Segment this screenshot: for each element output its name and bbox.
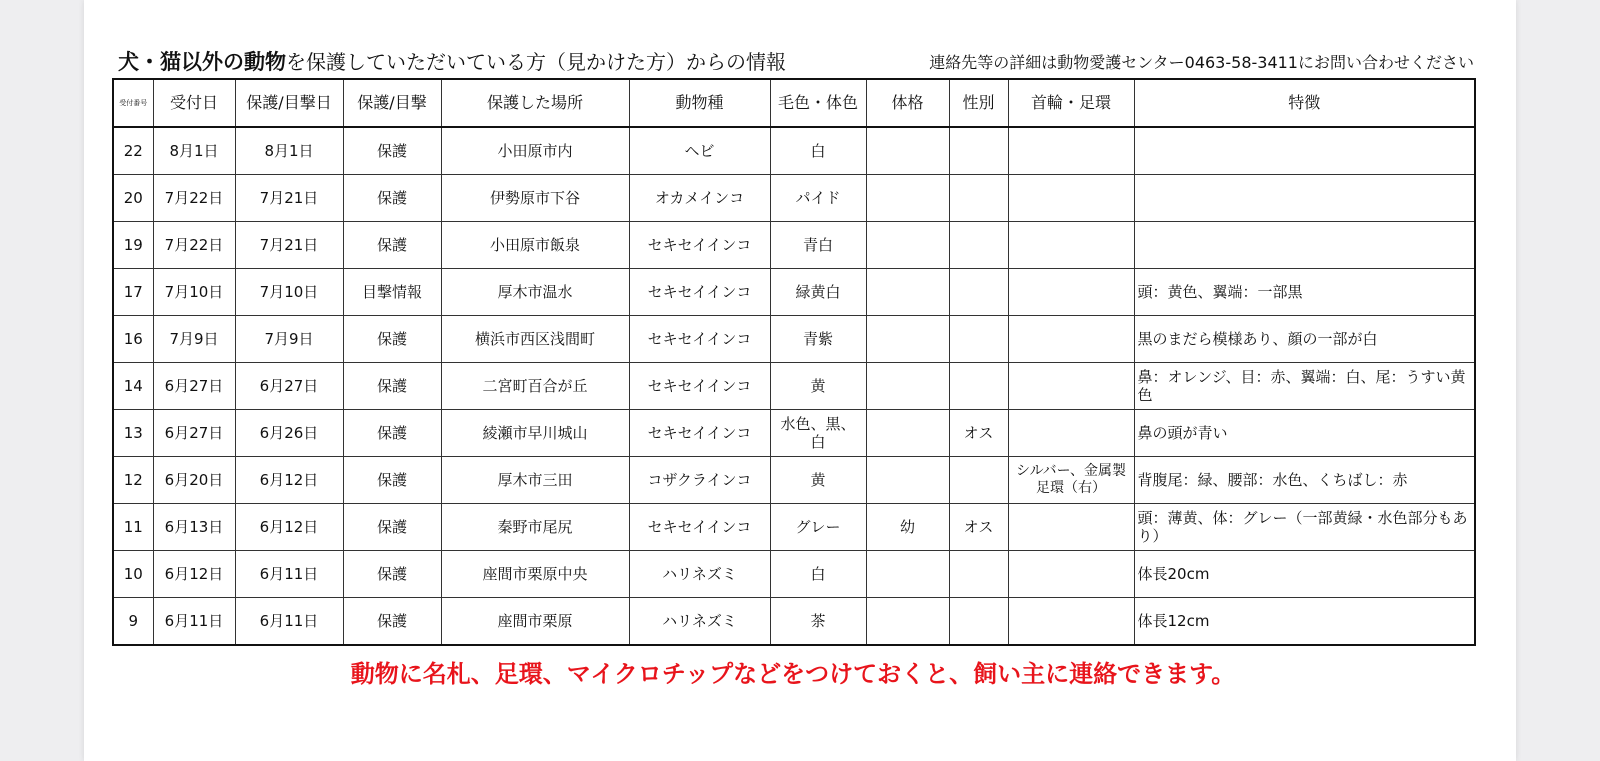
cell-sex xyxy=(949,316,1008,363)
cell-sex xyxy=(949,175,1008,222)
col-header-reception-date: 受付日 xyxy=(153,79,235,127)
cell-color: 白 xyxy=(770,127,866,175)
cell-species: ハリネズミ xyxy=(629,551,770,598)
cell-location: 綾瀬市早川城山 xyxy=(441,410,629,457)
cell-reception-date: 6月20日 xyxy=(153,457,235,504)
cell-found-date: 7月21日 xyxy=(235,222,343,269)
cell-reception-number: 20 xyxy=(113,175,153,222)
cell-species: セキセイインコ xyxy=(629,410,770,457)
cell-location: 厚木市三田 xyxy=(441,457,629,504)
cell-color: 青白 xyxy=(770,222,866,269)
cell-features xyxy=(1134,175,1475,222)
cell-sex xyxy=(949,598,1008,646)
cell-color: グレー xyxy=(770,504,866,551)
table-row xyxy=(113,410,1475,457)
cell-found-type: 保護 xyxy=(343,222,441,269)
cell-color: パイド xyxy=(770,175,866,222)
cell-features: 体長20cm xyxy=(1134,551,1475,598)
cell-species: セキセイインコ xyxy=(629,316,770,363)
cell-found-date: 8月1日 xyxy=(235,127,343,175)
cell-location: 厚木市温水 xyxy=(441,269,629,316)
title-rest: を保護していただいている方（見かけた方）からの情報 xyxy=(286,50,786,74)
cell-location: 座間市栗原中央 xyxy=(441,551,629,598)
cell-collar-band xyxy=(1008,222,1134,269)
cell-build xyxy=(866,269,949,316)
col-header-found-date: 保護/目撃日 xyxy=(235,79,343,127)
cell-species: セキセイインコ xyxy=(629,222,770,269)
table-row xyxy=(113,457,1475,504)
cell-species: セキセイインコ xyxy=(629,269,770,316)
notice-text: 動物に名札、足環、マイクロチップなどをつけておくと、飼い主に連絡できます。 xyxy=(350,660,1236,688)
cell-build xyxy=(866,222,949,269)
cell-collar-band xyxy=(1008,598,1134,646)
cell-found-date: 7月9日 xyxy=(235,316,343,363)
cell-found-type: 保護 xyxy=(343,410,441,457)
cell-sex xyxy=(949,222,1008,269)
col-header-features: 特徴 xyxy=(1134,79,1475,127)
table-header-row xyxy=(113,79,1475,127)
cell-location: 二宮町百合が丘 xyxy=(441,363,629,410)
cell-reception-date: 6月11日 xyxy=(153,598,235,646)
cell-color: 緑黄白 xyxy=(770,269,866,316)
cell-color: 黄 xyxy=(770,457,866,504)
cell-features: 鼻の頭が青い xyxy=(1134,410,1475,457)
cell-reception-number: 10 xyxy=(113,551,153,598)
cell-found-type: 保護 xyxy=(343,504,441,551)
cell-color: 黄 xyxy=(770,363,866,410)
cell-reception-date: 6月13日 xyxy=(153,504,235,551)
cell-build xyxy=(866,410,949,457)
cell-collar-band xyxy=(1008,363,1134,410)
cell-collar-band xyxy=(1008,127,1134,175)
animal-records-table xyxy=(112,78,1476,646)
page-title xyxy=(118,48,786,76)
col-header-found-type: 保護/目撃 xyxy=(343,79,441,127)
cell-features: 頭：薄黄、体：グレー（一部黄緑・水色部分もあり） xyxy=(1134,504,1475,551)
cell-sex xyxy=(949,457,1008,504)
cell-reception-number: 14 xyxy=(113,363,153,410)
cell-features: 頭：黄色、翼端：一部黒 xyxy=(1134,269,1475,316)
cell-reception-date: 6月27日 xyxy=(153,363,235,410)
title-bold: 犬・猫以外の動物 xyxy=(118,50,286,74)
cell-location: 秦野市尾尻 xyxy=(441,504,629,551)
cell-location: 小田原市内 xyxy=(441,127,629,175)
cell-reception-number: 12 xyxy=(113,457,153,504)
cell-location: 座間市栗原 xyxy=(441,598,629,646)
cell-features xyxy=(1134,127,1475,175)
cell-species: セキセイインコ xyxy=(629,363,770,410)
table-row xyxy=(113,127,1475,175)
cell-location: 小田原市飯泉 xyxy=(441,222,629,269)
cell-features: 背腹尾：緑、腰部：水色、くちばし：赤 xyxy=(1134,457,1475,504)
table-row xyxy=(113,551,1475,598)
cell-species: セキセイインコ xyxy=(629,504,770,551)
cell-sex: オス xyxy=(949,410,1008,457)
cell-build xyxy=(866,363,949,410)
col-header-build: 体格 xyxy=(866,79,949,127)
cell-reception-date: 7月9日 xyxy=(153,316,235,363)
cell-reception-date: 6月12日 xyxy=(153,551,235,598)
cell-found-date: 6月27日 xyxy=(235,363,343,410)
cell-found-type: 保護 xyxy=(343,127,441,175)
cell-found-type: 保護 xyxy=(343,551,441,598)
cell-reception-number: 17 xyxy=(113,269,153,316)
table-row xyxy=(113,269,1475,316)
table-row xyxy=(113,175,1475,222)
cell-build: 幼 xyxy=(866,504,949,551)
page-header xyxy=(118,48,1474,76)
col-header-sex: 性別 xyxy=(949,79,1008,127)
col-header-color: 毛色・体色 xyxy=(770,79,866,127)
col-header-collar-band: 首輪・足環 xyxy=(1008,79,1134,127)
cell-species: コザクラインコ xyxy=(629,457,770,504)
cell-found-date: 7月10日 xyxy=(235,269,343,316)
cell-collar-band xyxy=(1008,269,1134,316)
cell-color: 青紫 xyxy=(770,316,866,363)
cell-species: ハリネズミ xyxy=(629,598,770,646)
cell-found-date: 6月26日 xyxy=(235,410,343,457)
cell-reception-number: 19 xyxy=(113,222,153,269)
cell-features: 体長12cm xyxy=(1134,598,1475,646)
cell-found-date: 6月12日 xyxy=(235,504,343,551)
cell-reception-date: 6月27日 xyxy=(153,410,235,457)
cell-found-type: 保護 xyxy=(343,598,441,646)
cell-sex xyxy=(949,269,1008,316)
cell-features: 鼻：オレンジ、目：赤、翼端：白、尾：うすい黄色 xyxy=(1134,363,1475,410)
cell-sex xyxy=(949,551,1008,598)
cell-collar-band xyxy=(1008,551,1134,598)
cell-found-date: 7月21日 xyxy=(235,175,343,222)
cell-found-type: 目撃情報 xyxy=(343,269,441,316)
cell-found-date: 6月12日 xyxy=(235,457,343,504)
cell-color: 水色、黒、白 xyxy=(770,410,866,457)
cell-build xyxy=(866,175,949,222)
cell-reception-number: 9 xyxy=(113,598,153,646)
cell-found-date: 6月11日 xyxy=(235,598,343,646)
cell-species: ヘビ xyxy=(629,127,770,175)
cell-found-type: 保護 xyxy=(343,175,441,222)
table-row xyxy=(113,504,1475,551)
cell-build xyxy=(866,457,949,504)
cell-found-type: 保護 xyxy=(343,316,441,363)
cell-sex xyxy=(949,127,1008,175)
cell-location: 横浜市西区浅間町 xyxy=(441,316,629,363)
cell-reception-date: 7月22日 xyxy=(153,222,235,269)
cell-reception-number: 22 xyxy=(113,127,153,175)
cell-reception-number: 16 xyxy=(113,316,153,363)
cell-build xyxy=(866,316,949,363)
cell-collar-band: シルバー、金属製足環（右） xyxy=(1008,457,1134,504)
table-row xyxy=(113,598,1475,646)
cell-reception-date: 8月1日 xyxy=(153,127,235,175)
cell-collar-band xyxy=(1008,316,1134,363)
cell-collar-band xyxy=(1008,504,1134,551)
col-header-reception-number: 受付番号 xyxy=(113,79,153,127)
cell-color: 白 xyxy=(770,551,866,598)
cell-collar-band xyxy=(1008,175,1134,222)
cell-features: 黒のまだら模様あり、顔の一部が白 xyxy=(1134,316,1475,363)
cell-found-type: 保護 xyxy=(343,457,441,504)
table-row xyxy=(113,222,1475,269)
cell-build xyxy=(866,598,949,646)
table-row xyxy=(113,363,1475,410)
cell-build xyxy=(866,127,949,175)
cell-features xyxy=(1134,222,1475,269)
cell-build xyxy=(866,551,949,598)
cell-location: 伊勢原市下谷 xyxy=(441,175,629,222)
cell-reception-number: 11 xyxy=(113,504,153,551)
col-header-location: 保護した場所 xyxy=(441,79,629,127)
cell-species: オカメインコ xyxy=(629,175,770,222)
contact-info: 連絡先等の詳細は動物愛護センター0463-58-3411にお問い合わせください xyxy=(929,53,1474,72)
table-row xyxy=(113,316,1475,363)
cell-found-date: 6月11日 xyxy=(235,551,343,598)
cell-reception-number: 13 xyxy=(113,410,153,457)
cell-reception-date: 7月22日 xyxy=(153,175,235,222)
cell-found-type: 保護 xyxy=(343,363,441,410)
cell-sex: オス xyxy=(949,504,1008,551)
cell-sex xyxy=(949,363,1008,410)
cell-color: 茶 xyxy=(770,598,866,646)
cell-reception-date: 7月10日 xyxy=(153,269,235,316)
col-header-species: 動物種 xyxy=(629,79,770,127)
cell-collar-band xyxy=(1008,410,1134,457)
